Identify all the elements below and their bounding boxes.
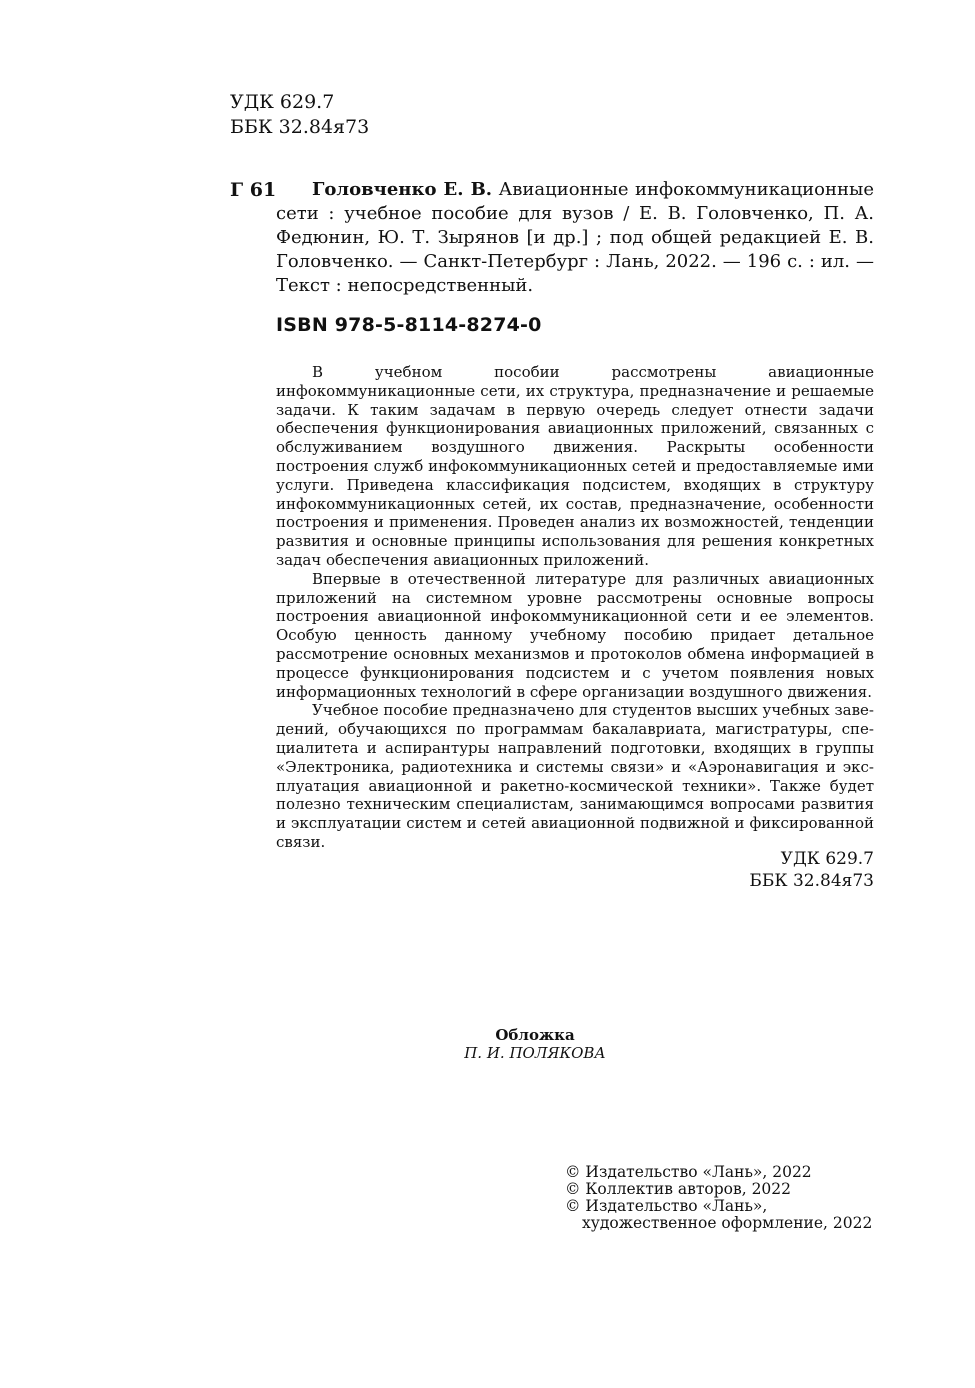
catalog-card [230, 178, 874, 298]
udk-code: УДК 629.7 [780, 849, 874, 869]
cover-artist: П. И. ПОЛЯКОВА [464, 1044, 606, 1062]
abstract-paragraph: В учебном пособии рассмотрены авиационные инфокоммуникационные сети, их структура, предназначение и решаемые задачи. К таким задачам в первую очередь следует отнести задачи обеспечения функционирования авиационных приложений, связанных с обслуживанием воздушного движения. Раскрыты особенности построения служб инфокоммуникационных сетей и предоставляемые ими услуги. Приведена классификация подсистем, входящих в структуру инфокоммуникационных сетей, их состав, предназначение, особенности построения и применения. Проведен анализ их возможностей, тенденции развития и основные принципы использования для решения конкретных задач обеспечения авиационных приложений. [276, 363, 874, 569]
copyright-line: © Издательство «Лань», 2022 [565, 1163, 812, 1181]
cover-credit [0, 1026, 975, 1062]
bbk-code: ББК 32.84я73 [230, 116, 370, 138]
copyright-line: художественное оформление, 2022 [582, 1214, 873, 1232]
copyright-block [565, 1164, 872, 1232]
classification-codes-bottom [749, 848, 874, 892]
bbk-code: ББК 32.84я73 [749, 871, 874, 891]
abstract [276, 363, 874, 852]
isbn: ISBN 978-5-8114-8274-0 [276, 314, 542, 336]
abstract-paragraph: Впервые в отечественной литературе для различных авиационных приложений на системном уровне рассмотрены основные вопросы построения авиационной инфокоммуникационной сети и ее элементов. Особую ценность данному учебному пособию придает детальное рассмотрение основных механизмов и протоколов обмена информацией в процессе функционирования подсистем и с учетом появления новых информационных технологий в сфере организации воздушного движения. [276, 569, 874, 701]
copyright-line: © Коллектив авторов, 2022 [565, 1180, 792, 1198]
author-index: Г 61 [230, 179, 277, 201]
classification-codes-top [230, 90, 369, 140]
udk-code: УДК 629.7 [230, 91, 335, 113]
description-text: Авиационные инфокоммуникационные сети : учебное пособие для вузов / Е. В. Головченко, П. А. Федюнин, Ю. Т. Зырянов [и др.] ; под общей редакцией Е. В. Головченко. — Санкт-Петербург : Лань, 2022. — 196 с. : ил. — Текст : непосредственный. [276, 179, 874, 296]
cover-label: Обложка [495, 1026, 575, 1044]
author-name: Головченко Е. В. [312, 179, 493, 200]
bibliographic-description [276, 178, 874, 298]
copyright-line: © Издательство «Лань», [565, 1197, 768, 1215]
abstract-paragraph: Учебное пособие предназначено для студентов высших учебных заведений, обучающихся по программам бакалавриата, магистратуры, специалитета и аспирантуры направлений подготовки, входящих в группы «Электроника, радиотехника и системы связи» и «Аэронавигация и эксплуатация авиационной и ракетно-космической техники». Также будет полезно техническим специалистам, занимающимся вопросами развития и эксплуатации систем и сетей авиационной подвижной и фиксированной связи. [276, 701, 874, 851]
